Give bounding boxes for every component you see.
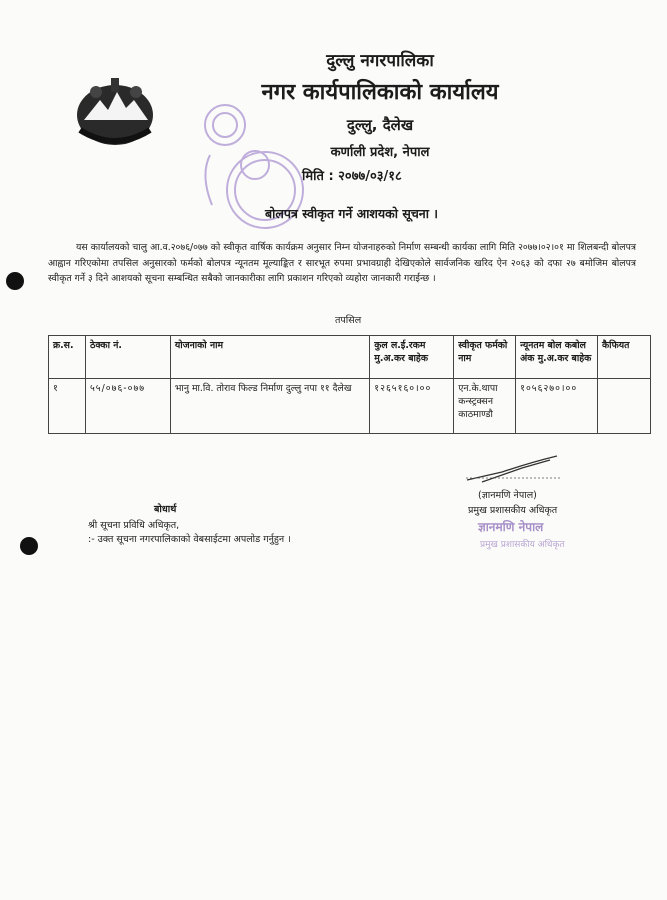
punch-hole	[20, 537, 38, 555]
cell-firm: एन.के.थापा कन्स्ट्रक्सन काठमाण्डौ	[454, 379, 516, 434]
office-name: नगर कार्यपालिकाको कार्यालय	[261, 80, 499, 105]
signatory-title: प्रमुख प्रशासकीय अधिकृत	[468, 505, 558, 516]
cell-sn: १	[49, 379, 86, 434]
province-name: कर्णाली प्रदेश, नेपाल	[330, 145, 430, 160]
col-header-contract-no: ठेक्का नं.	[85, 336, 170, 379]
notice-body: यस कार्यालयको चालु आ.व.२०७६/०७७ को स्वीकृत वार्षिक कार्यक्रम अनुसार निम्न योजनाहरुको निर्माण सम्बन्धी कार्यका लागि मिति २०७७।०२।०१ मा शिलबन्दी बोलपत्र आह्वान गरिएकोमा तपसिल अनुसारको फर्मको बोलपत्र न्यूनतम मूल्याङ्कित र सारभूत रुपमा प्रभावग्राही देखिएकोले सार्वजनिक खरिद ऐन २०६३ को दफा २७ बमोजिम बोलपत्र स्वीकृत गर्ने ३ दिने आशयको सूचना सम्बन्धित सबैको जानकारीका लागि प्रकाशन गरिएको व्यहोरा जानकारी गराईन्छ ।	[48, 242, 636, 284]
table-row	[49, 379, 651, 434]
title-stamp: प्रमुख प्रशासकीय अधिकृत	[480, 540, 565, 550]
notice-date: मिति : २०७७/०३/१८	[302, 169, 402, 184]
cell-contract-no: ५५/०७६-०७७	[85, 379, 170, 434]
cell-estimate: १२६५१६०।००	[370, 379, 454, 434]
col-header-project-name: योजनाको नाम	[170, 336, 369, 379]
col-header-sn: क्र.स.	[49, 336, 86, 379]
col-header-bid-amount: न्यूनतम बोल कबोल अंक मु.अ.कर बाहेक	[516, 336, 598, 379]
nepal-emblem-logo	[70, 70, 160, 150]
cell-project-name: भानु मा.वि. तोराव फिल्ड निर्माण दुल्लु नपा ११ दैलेख	[170, 379, 369, 434]
municipality-name: दुल्लु नगरपालिका	[326, 51, 434, 71]
notice-subject: बोलपत्र स्वीकृत गर्ने आशयको सूचना ।	[265, 206, 439, 221]
contract-table	[48, 335, 651, 434]
punch-hole	[6, 272, 24, 290]
details-label: तपसिल	[335, 315, 362, 326]
signatory-name: (ज्ञानमणि नेपाल)	[478, 490, 537, 501]
signature-mark	[462, 452, 572, 488]
cc-recipient: श्री सूचना प्रविधि अधिकृत,	[88, 520, 180, 531]
cc-instruction: :- उक्त सूचना नगरपालिकाको वेबसाईटमा अपलोड गर्नुहुन ।	[88, 534, 291, 545]
office-location: दुल्लु, दैलेख	[346, 116, 414, 134]
name-stamp: ज्ञानमणि नेपाल	[478, 520, 544, 534]
col-header-firm: स्वीकृत फर्मको नाम	[454, 336, 516, 379]
cell-remarks	[598, 379, 651, 434]
table-header-row	[49, 336, 651, 379]
cell-bid-amount: १०५६२७०।००	[516, 379, 598, 434]
col-header-remarks: कैफियत	[598, 336, 651, 379]
col-header-estimate: कुल ल.ई.रकम मु.अ.कर बाहेक	[370, 336, 454, 379]
cc-label: बोधार्थ	[154, 504, 177, 515]
